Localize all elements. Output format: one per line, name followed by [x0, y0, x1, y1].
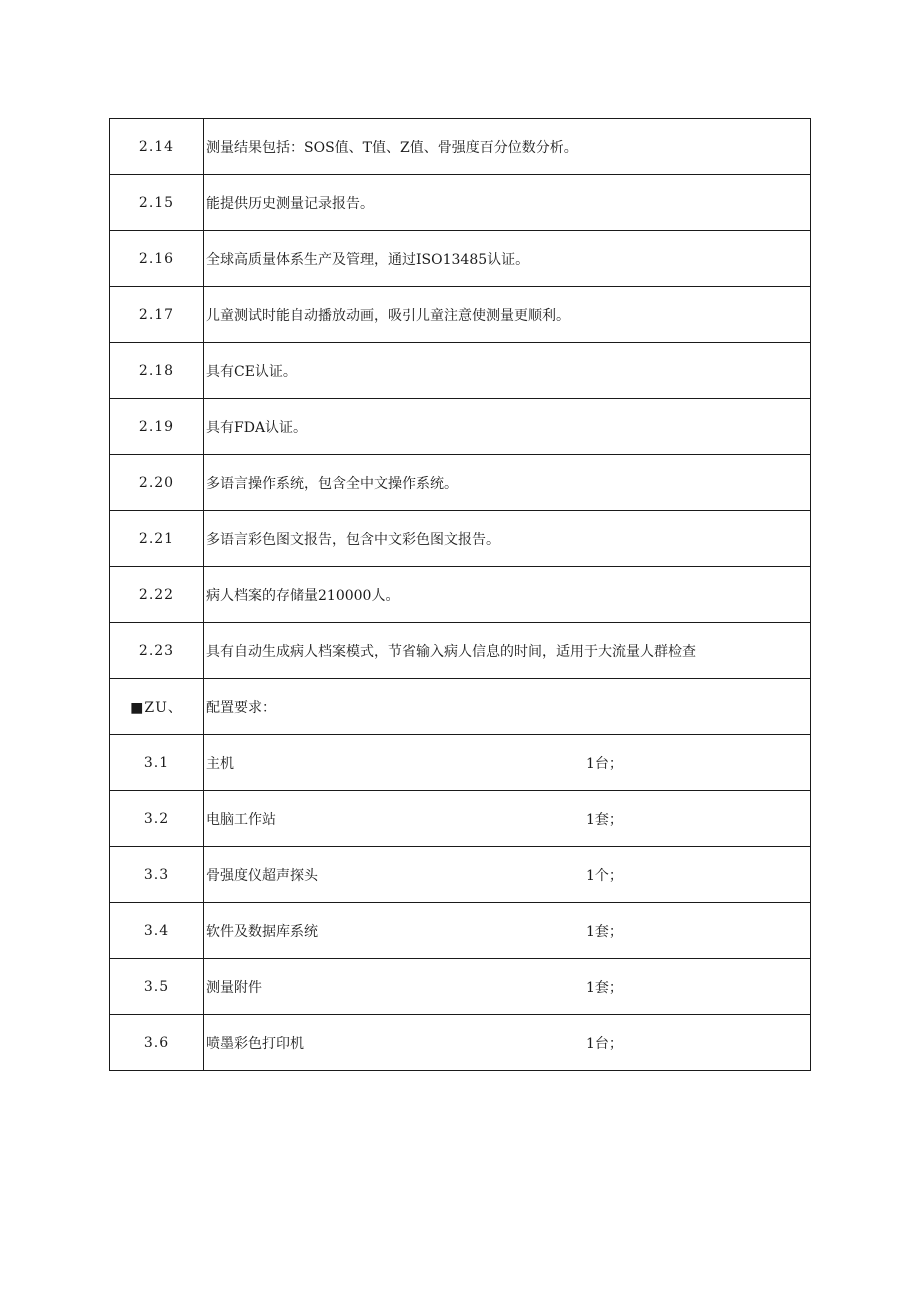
- item-description: 能提供历史测量记录报告。: [204, 175, 811, 231]
- item-number: 3.2: [110, 791, 204, 847]
- config-item-name: 主机: [206, 755, 234, 772]
- item-number: 3.5: [110, 959, 204, 1015]
- item-number: 2.23: [110, 623, 204, 679]
- config-cell: [204, 847, 811, 903]
- item-number: 2.20: [110, 455, 204, 511]
- table-row: [110, 567, 811, 623]
- item-description: 具有自动生成病人档案模式，节省输入病人信息的时间，适用于大流量人群检查: [204, 623, 811, 679]
- item-number: 2.18: [110, 343, 204, 399]
- item-number: 3.4: [110, 903, 204, 959]
- table-row: [110, 119, 811, 175]
- table-row: [110, 343, 811, 399]
- table-row: [110, 287, 811, 343]
- config-item-name: 软件及数据库系统: [206, 923, 318, 940]
- section-header-row: [110, 679, 811, 735]
- config-cell: [204, 791, 811, 847]
- item-number: 3.3: [110, 847, 204, 903]
- item-number: 3.1: [110, 735, 204, 791]
- item-description: 病人档案的存储量210000人。: [204, 567, 811, 623]
- config-item-quantity: 1个；: [586, 867, 623, 884]
- item-number: 2.14: [110, 119, 204, 175]
- table-row: [110, 623, 811, 679]
- table-row: [110, 399, 811, 455]
- config-row: [110, 735, 811, 791]
- item-description: 多语言彩色图文报告，包含中文彩色图文报告。: [204, 511, 811, 567]
- item-number: 2.16: [110, 231, 204, 287]
- config-item-quantity: 1台；: [586, 1035, 623, 1052]
- config-item-quantity: 1套；: [586, 979, 623, 996]
- config-cell: [204, 959, 811, 1015]
- config-item-quantity: 1台；: [586, 755, 623, 772]
- config-cell: [204, 1015, 811, 1071]
- item-description: 儿童测试时能自动播放动画，吸引儿童注意使测量更顺利。: [204, 287, 811, 343]
- table-row: [110, 175, 811, 231]
- item-number: 2.15: [110, 175, 204, 231]
- item-number: 2.21: [110, 511, 204, 567]
- spec-table: [109, 118, 811, 1071]
- item-description: 测量结果包括：SOS值、T值、Z值、骨强度百分位数分析。: [204, 119, 811, 175]
- config-row: [110, 791, 811, 847]
- item-description: 多语言操作系统，包含全中文操作系统。: [204, 455, 811, 511]
- config-row: [110, 1015, 811, 1071]
- section-title: 配置要求：: [204, 679, 811, 735]
- config-item-name: 骨强度仪超声探头: [206, 867, 318, 884]
- section-number: ■ZU、: [110, 679, 204, 735]
- config-cell: [204, 903, 811, 959]
- config-item-quantity: 1套；: [586, 923, 623, 940]
- config-row: [110, 903, 811, 959]
- config-row: [110, 847, 811, 903]
- config-row: [110, 959, 811, 1015]
- config-item-name: 测量附件: [206, 979, 262, 996]
- table-row: [110, 231, 811, 287]
- config-item-quantity: 1套；: [586, 811, 623, 828]
- item-number: 3.6: [110, 1015, 204, 1071]
- item-description: 全球高质量体系生产及管理，通过ISO13485认证。: [204, 231, 811, 287]
- config-item-name: 喷墨彩色打印机: [206, 1035, 304, 1052]
- config-item-name: 电脑工作站: [206, 811, 276, 828]
- config-cell: [204, 735, 811, 791]
- item-number: 2.22: [110, 567, 204, 623]
- item-description: 具有FDA认证。: [204, 399, 811, 455]
- item-number: 2.17: [110, 287, 204, 343]
- table-row: [110, 455, 811, 511]
- item-description: 具有CE认证。: [204, 343, 811, 399]
- item-number: 2.19: [110, 399, 204, 455]
- table-row: [110, 511, 811, 567]
